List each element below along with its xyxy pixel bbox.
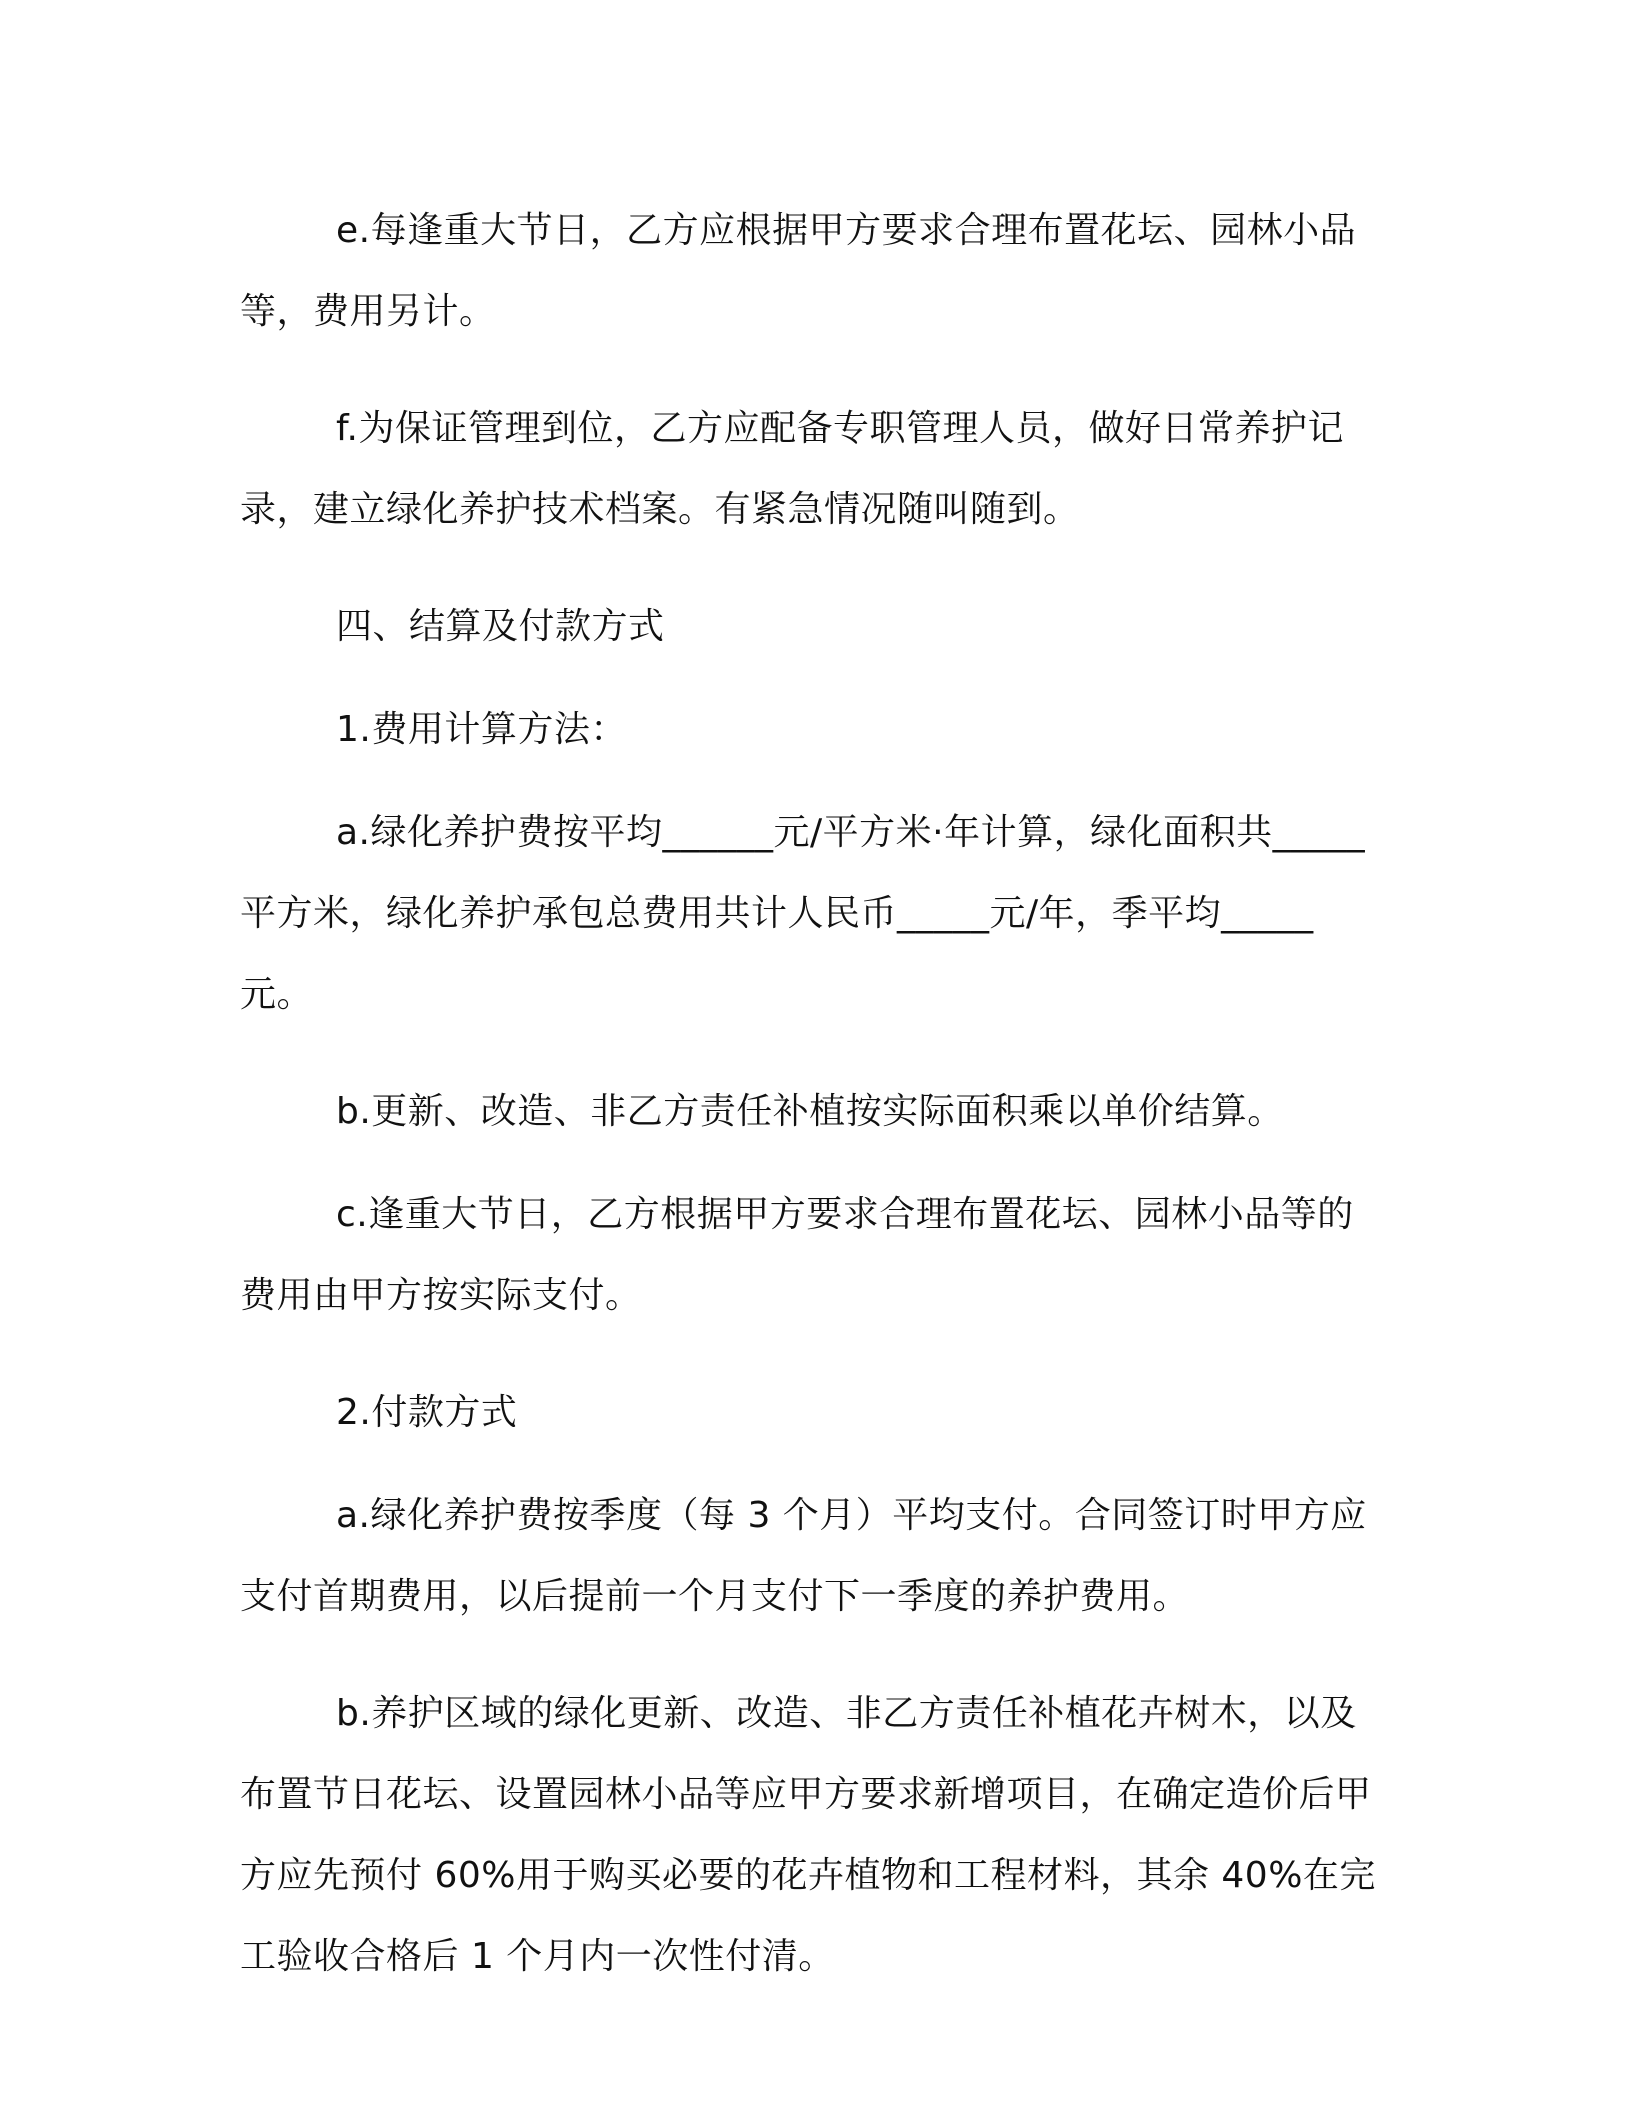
paragraph-payment-b: b.养护区域的绿化更新、改造、非乙方责任补植花卉树木，以及布置节日花坛、设置园林小品等应甲方要求新增项目，在确定造价后甲方应先预付 60%用于购买必要的花卉植物和工程材料，其余 40%在完工验收合格后 1 个月内一次性付清。 <box>240 1693 1376 1977</box>
subheading-payment-method: 2.付款方式 <box>336 1392 518 1433</box>
paragraph-fee-b: b.更新、改造、非乙方责任补植按实际面积乘以单价结算。 <box>336 1091 1284 1132</box>
paragraph-fee-a: a.绿化养护费按平均______元/平方米·年计算，绿化面积共_____平方米，绿化养护承包总费用共计人民币_____元/年，季平均_____元。 <box>240 812 1366 1015</box>
paragraph-item-e: e.每逢重大节日，乙方应根据甲方要求合理布置花坛、园林小品等，费用另计。 <box>240 210 1357 332</box>
section-heading-settlement: 四、结算及付款方式 <box>336 606 665 647</box>
document-body <box>240 190 1380 2033</box>
paragraph-item-f: f.为保证管理到位，乙方应配备专职管理人员，做好日常养护记录，建立绿化养护技术档案。有紧急情况随叫随到。 <box>240 408 1344 530</box>
subheading-fee-calculation: 1.费用计算方法： <box>336 709 627 750</box>
paragraph-fee-c: c.逢重大节日，乙方根据甲方要求合理布置花坛、园林小品等的费用由甲方按实际支付。 <box>240 1194 1354 1316</box>
paragraph-payment-a: a.绿化养护费按季度（每 3 个月）平均支付。合同签订时甲方应支付首期费用，以后提前一个月支付下一季度的养护费用。 <box>240 1495 1367 1617</box>
